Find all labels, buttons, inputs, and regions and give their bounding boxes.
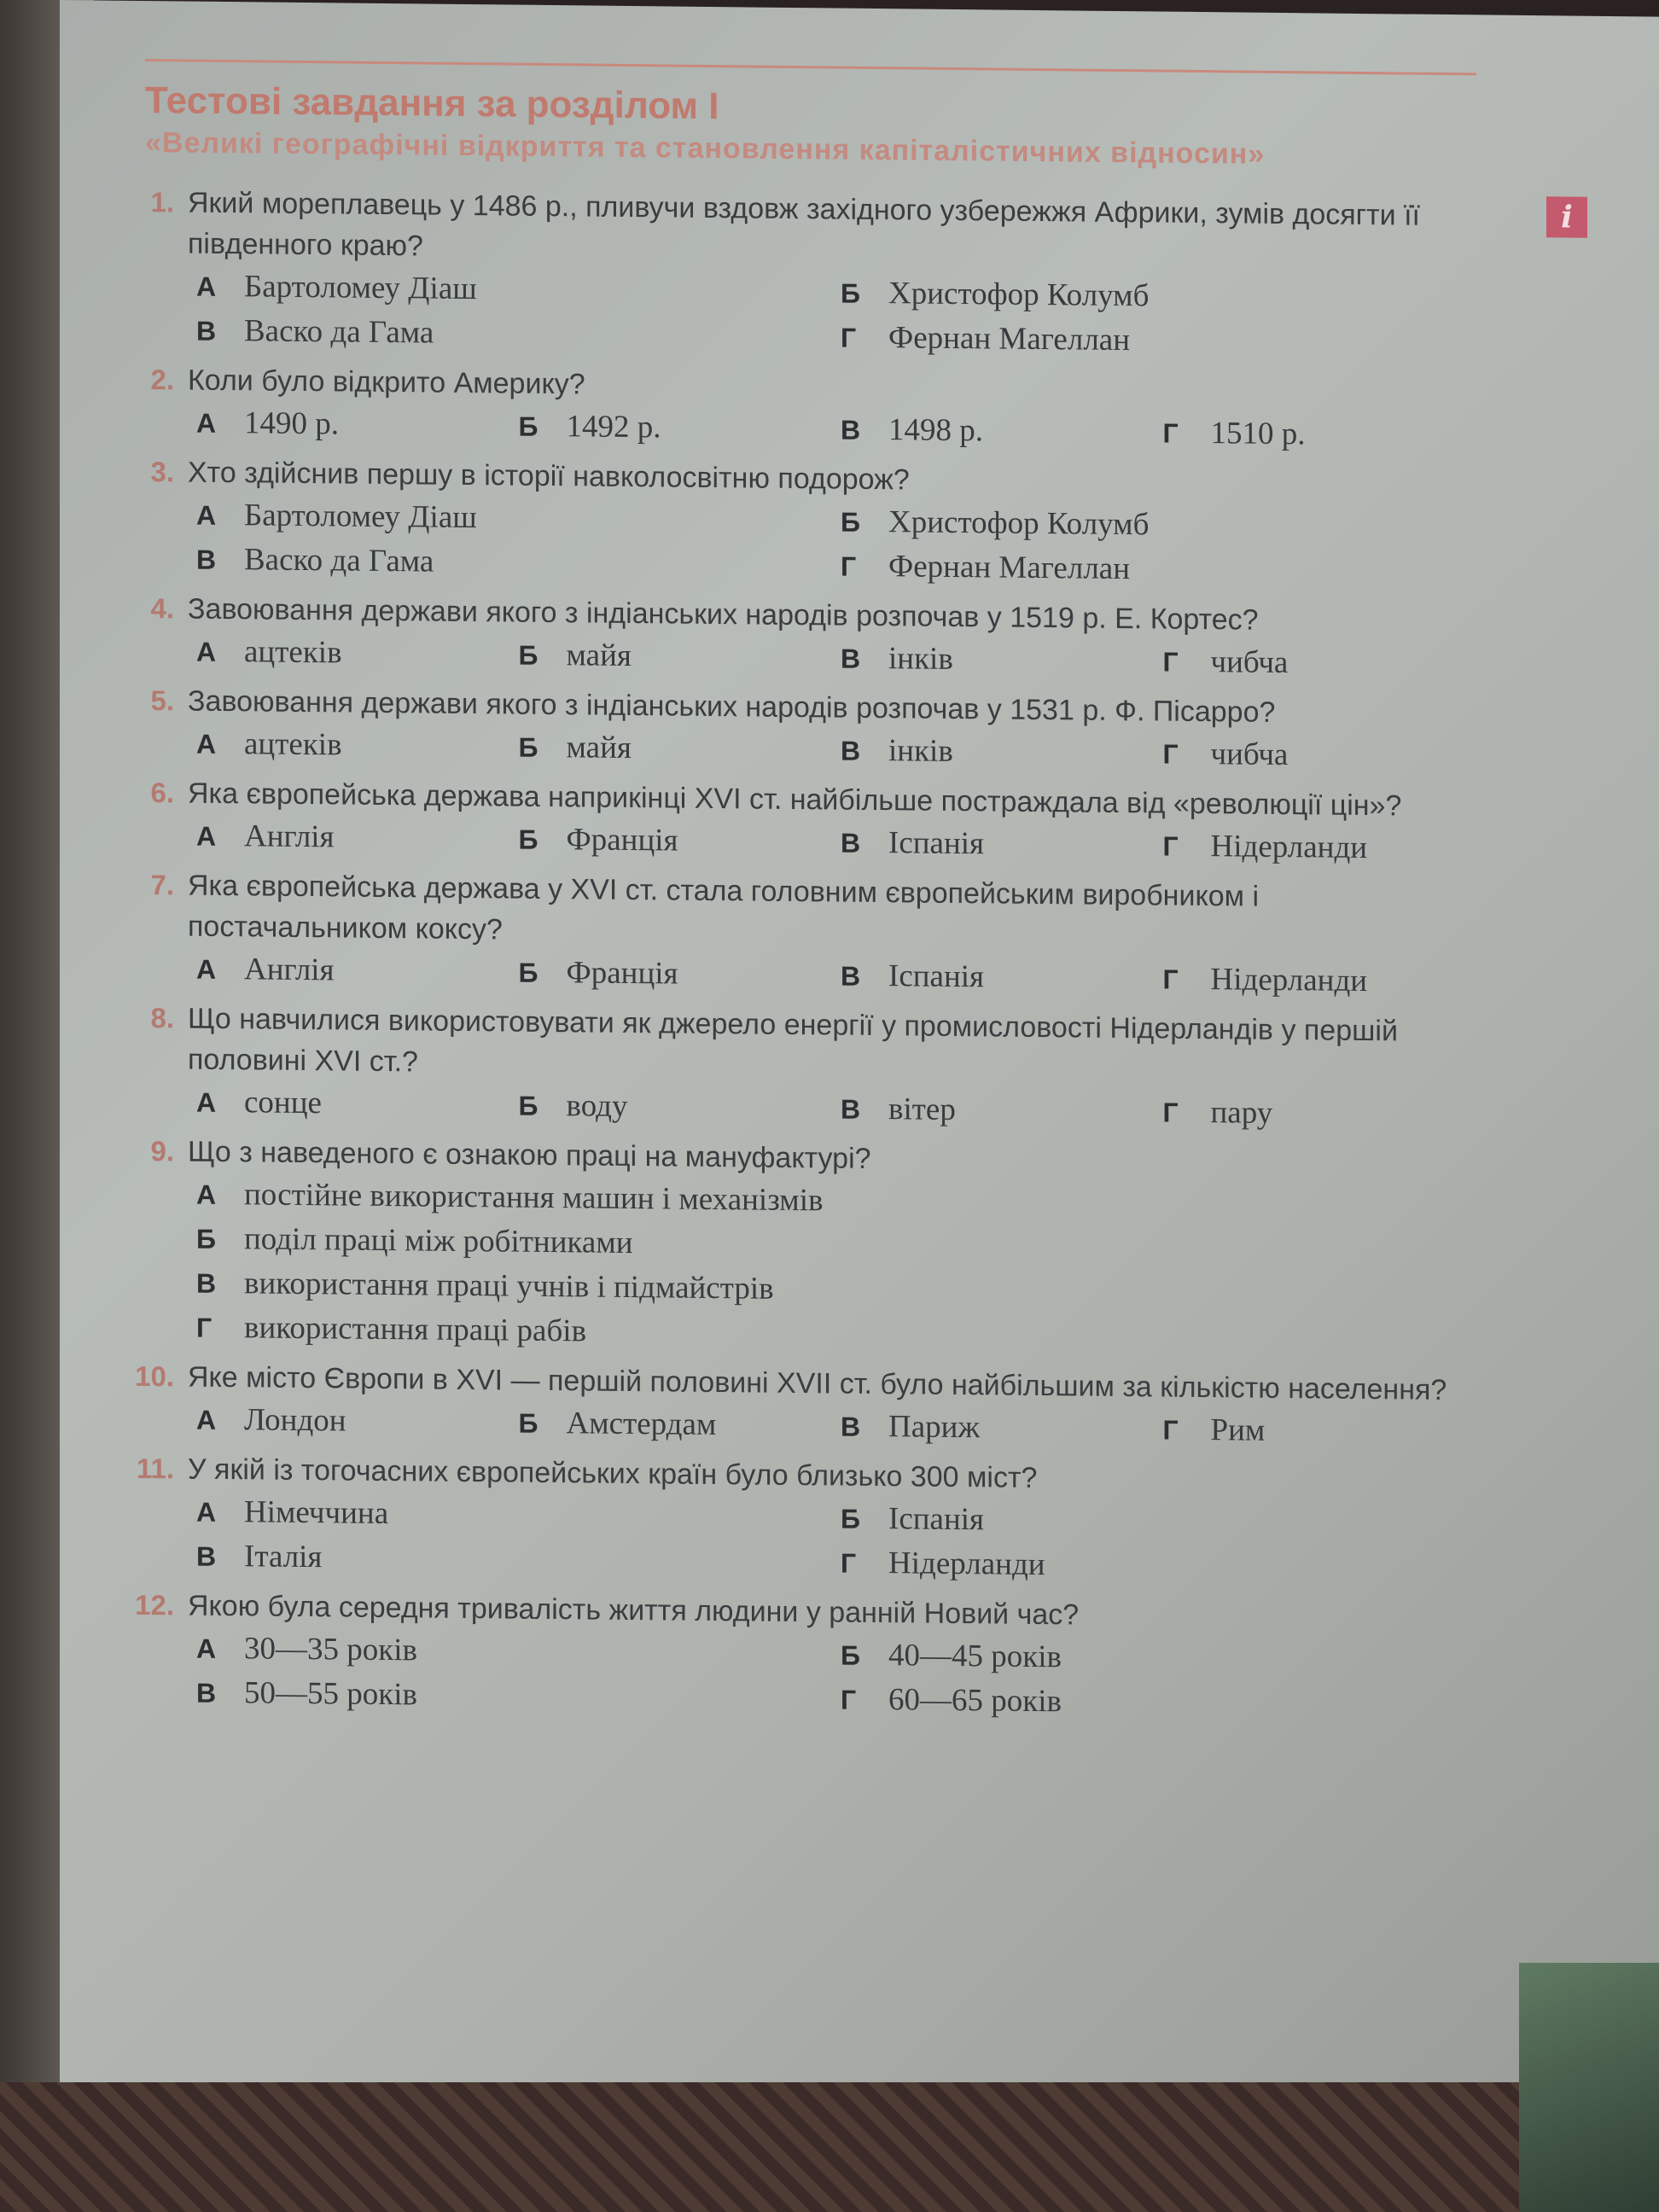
answer-option	[1163, 640, 1486, 688]
option-text: 30—35 років	[244, 1631, 417, 1668]
answer-option	[841, 500, 1485, 551]
question-7	[150, 865, 1485, 1005]
option-text: 1492 р.	[566, 409, 661, 445]
option-text: Німеччина	[244, 1494, 389, 1532]
option-letter: Б	[518, 731, 538, 763]
option-text: ацтеків	[244, 726, 342, 763]
option-letter: Б	[518, 1407, 538, 1439]
option-letter: Г	[1162, 830, 1179, 862]
option-text: 1498 р.	[888, 412, 983, 449]
answer-option	[196, 538, 841, 589]
answer-option	[1163, 411, 1486, 459]
option-letter: А	[196, 1404, 217, 1435]
answer-option	[841, 954, 1163, 1002]
option-letter: Г	[841, 1547, 857, 1579]
question-text: Завоювання держави якого з індіанських народів розпочав у 1519 р. Е. Кортес?	[188, 592, 1259, 637]
option-text: чибча	[1210, 736, 1289, 773]
option-text: воду	[566, 1088, 628, 1124]
answer-option	[196, 814, 519, 862]
option-letter: А	[196, 1496, 217, 1528]
option-text: поділ праці між робітниками	[244, 1221, 633, 1261]
option-text: ацтеків	[244, 634, 342, 671]
question-text: Що з наведеного є ознакою праці на мануфактурі?	[188, 1135, 871, 1175]
question-text: Хто здійснив першу в історії навколосвітню подорож?	[188, 456, 910, 497]
question-text: Яка європейська держава у XVI ст. стала головним європейським виробником і постачальником коксу?	[188, 869, 1259, 946]
option-text: Христофор Колумб	[888, 276, 1150, 314]
question-11	[136, 1449, 1485, 1592]
option-text: Васко да Гама	[244, 313, 434, 351]
option-letter: А	[196, 1633, 217, 1664]
option-letter: Г	[1162, 1097, 1179, 1128]
option-text: Фернан Магеллан	[888, 549, 1131, 587]
question-number: 6.	[150, 777, 174, 809]
option-text: 60—65 років	[888, 1682, 1062, 1720]
question-number: 11.	[136, 1452, 174, 1485]
option-text: Нідерланди	[1210, 829, 1368, 866]
question-head	[150, 998, 1485, 1094]
option-text: Христофор Колумб	[888, 504, 1150, 543]
question-3	[150, 452, 1485, 596]
option-letter: Б	[518, 639, 538, 671]
answer-option	[841, 1087, 1163, 1135]
option-text: Англія	[244, 818, 335, 855]
question-1	[150, 183, 1485, 367]
answer-options	[188, 265, 1485, 367]
option-text: Амстердам	[566, 1406, 717, 1443]
option-text: Нідерланди	[888, 1545, 1045, 1583]
answer-option	[196, 1080, 519, 1128]
option-text: Іспанія	[888, 958, 985, 995]
question-6	[150, 773, 1485, 872]
answer-options	[188, 1173, 1485, 1364]
answer-option	[519, 405, 841, 452]
question-text: У якій із тогочасних європейських країн було близько 300 міст?	[188, 1452, 1038, 1494]
option-letter: Б	[841, 277, 860, 309]
option-letter: В	[196, 544, 217, 575]
option-letter: А	[196, 271, 217, 302]
option-letter: А	[196, 1086, 217, 1118]
option-text: Лондон	[244, 1402, 346, 1439]
answer-option	[1163, 1091, 1486, 1138]
option-text: використання праці учнів і підмайстрів	[244, 1266, 774, 1307]
answer-option	[196, 1398, 519, 1446]
answer-option	[519, 818, 841, 865]
option-text: 40—45 років	[888, 1638, 1062, 1675]
option-text: майя	[566, 730, 632, 766]
option-letter: Г	[1162, 1414, 1179, 1446]
question-12	[135, 1586, 1485, 1729]
option-letter: В	[841, 827, 861, 859]
question-list	[135, 183, 1485, 1736]
question-text: Який мореплавець у 1486 р., пливучи вздовж західного узбережжя Африки, зумів досягти її південного краю?	[188, 186, 1420, 263]
question-number: 2.	[150, 364, 174, 396]
question-head	[150, 865, 1485, 961]
option-text: Франція	[566, 955, 678, 992]
option-letter: В	[196, 1540, 217, 1572]
page-title: Тестові завдання за розділом I	[145, 79, 719, 128]
answer-options	[188, 1490, 1485, 1592]
answer-option	[519, 633, 841, 681]
option-text: Бартоломеу Діаш	[244, 269, 477, 307]
option-letter: Г	[1162, 738, 1179, 770]
question-9	[150, 1132, 1485, 1364]
book-page	[60, 0, 1659, 2099]
question-4	[150, 589, 1485, 688]
option-text: Іспанія	[888, 1501, 985, 1538]
option-letter: Г	[1162, 646, 1179, 678]
answer-option	[519, 1401, 841, 1449]
question-number: 9.	[150, 1135, 174, 1167]
question-text: Яка європейська держава наприкінці XVI ст. найбільше постраждала від «революції цін»?	[188, 777, 1402, 823]
question-text: Яке місто Європи в XVI — першій половині XVII ст. було найбільшим за кількістю населення?	[188, 1360, 1447, 1407]
answer-option	[841, 1678, 1485, 1729]
option-text: використання праці рабів	[244, 1310, 587, 1349]
answer-option	[841, 1633, 1485, 1685]
question-8	[150, 998, 1485, 1138]
answer-option	[1163, 958, 1486, 1005]
option-text: Васко да Гама	[244, 542, 434, 579]
option-text: Рим	[1210, 1412, 1266, 1448]
answer-option	[841, 1497, 1485, 1548]
option-letter: Б	[841, 506, 860, 538]
option-letter: Г	[196, 1312, 212, 1343]
option-letter: В	[196, 1267, 217, 1299]
option-text: пару	[1210, 1095, 1273, 1131]
answer-option	[841, 544, 1485, 596]
option-letter: А	[196, 499, 217, 531]
option-text: Франція	[566, 822, 678, 859]
option-text: 1490 р.	[244, 405, 339, 442]
option-letter: В	[841, 1411, 861, 1442]
answer-option	[841, 271, 1485, 323]
answer-option	[196, 722, 519, 770]
option-letter: Б	[196, 1223, 216, 1254]
option-letter: Б	[518, 957, 538, 988]
answer-option	[841, 637, 1163, 684]
question-number: 10.	[135, 1359, 174, 1393]
answer-option	[196, 493, 841, 544]
question-number: 1.	[150, 186, 174, 218]
option-text: Фернан Магеллан	[888, 320, 1131, 358]
answer-option	[519, 951, 841, 998]
option-letter: В	[841, 735, 861, 766]
answer-option	[519, 725, 841, 773]
answer-option	[841, 316, 1485, 367]
answer-option	[841, 821, 1163, 869]
info-icon: i	[1546, 196, 1587, 238]
question-5	[150, 681, 1485, 780]
answer-option	[841, 1405, 1163, 1452]
answer-option	[196, 630, 519, 678]
answer-option	[1163, 824, 1486, 872]
option-letter: Г	[841, 550, 857, 582]
option-letter: В	[196, 1677, 217, 1708]
option-letter: А	[196, 953, 217, 985]
option-text: сонце	[244, 1085, 322, 1121]
option-letter: А	[196, 407, 217, 439]
question-head	[150, 183, 1485, 278]
question-text: Коли було відкрито Америку?	[188, 364, 585, 401]
answer-options	[188, 1627, 1485, 1729]
option-text: інків	[888, 733, 953, 769]
answer-option	[196, 947, 519, 995]
answer-option	[196, 1671, 841, 1722]
question-number: 4.	[150, 592, 174, 625]
option-letter: В	[841, 643, 861, 674]
answer-option	[196, 1490, 841, 1541]
option-letter: Г	[841, 1684, 857, 1715]
option-text: 50—55 років	[244, 1675, 417, 1713]
answer-option	[841, 408, 1163, 456]
page-subtitle: «Великі географічні відкриття та становлення капіталістичних відносин»	[145, 126, 1266, 171]
answer-option	[841, 729, 1163, 777]
answer-option	[196, 265, 841, 316]
answer-option	[519, 1084, 841, 1132]
option-letter: В	[841, 1093, 861, 1125]
option-letter: В	[841, 414, 861, 445]
option-letter: Г	[1162, 963, 1179, 995]
option-text: Іспанія	[888, 825, 985, 862]
question-number: 12.	[135, 1588, 174, 1621]
option-text: майя	[566, 637, 632, 674]
option-letter: А	[196, 1179, 217, 1210]
option-text: Англія	[244, 952, 335, 988]
answer-option	[1163, 732, 1486, 780]
option-text: вітер	[888, 1091, 956, 1127]
question-text: Якою була середня тривалість життя людини у ранній Новий час?	[188, 1589, 1080, 1632]
option-letter: Г	[1162, 417, 1179, 449]
header-rule	[145, 59, 1476, 75]
option-letter: Б	[518, 824, 538, 855]
question-number: 5.	[150, 684, 174, 717]
option-text: інків	[888, 641, 953, 677]
option-letter: Б	[518, 410, 538, 442]
option-letter: А	[196, 728, 217, 760]
background-carpet	[0, 2082, 1659, 2212]
option-text: Бартоломеу Діаш	[244, 498, 477, 536]
answer-option	[841, 1541, 1485, 1592]
answer-option	[196, 309, 841, 360]
option-letter: Б	[841, 1639, 860, 1671]
answer-options	[188, 493, 1485, 596]
question-number: 7.	[150, 869, 174, 901]
option-letter: А	[196, 820, 217, 852]
section-header	[145, 78, 1476, 175]
option-text: Париж	[888, 1409, 981, 1446]
option-letter: Б	[518, 1090, 538, 1121]
option-text: 1510 р.	[1210, 416, 1306, 452]
answer-option	[1163, 1408, 1486, 1456]
option-letter: Г	[841, 322, 857, 353]
option-letter: В	[841, 960, 861, 992]
background-object	[1519, 1963, 1659, 2212]
answer-option	[196, 1627, 841, 1678]
option-letter: В	[196, 315, 217, 346]
answer-option	[196, 1534, 841, 1586]
option-text: чибча	[1210, 644, 1289, 681]
question-2	[150, 360, 1485, 459]
option-text: постійне використання машин і механізмів	[244, 1177, 824, 1219]
answer-option	[196, 401, 519, 449]
question-text: Що навчилися використовувати як джерело енергії у промисловості Нідерландів у першій половині XVI ст.?	[188, 1002, 1398, 1079]
option-letter: Б	[841, 1503, 860, 1534]
option-letter: А	[196, 636, 217, 667]
option-text: Нідерланди	[1210, 962, 1368, 999]
question-text: Завоювання держави якого з індіанських народів розпочав у 1531 р. Ф. Пісарро?	[188, 684, 1276, 729]
question-10	[135, 1357, 1485, 1456]
question-number: 3.	[150, 456, 174, 488]
question-number: 8.	[150, 1002, 174, 1034]
option-text: Італія	[244, 1539, 323, 1575]
